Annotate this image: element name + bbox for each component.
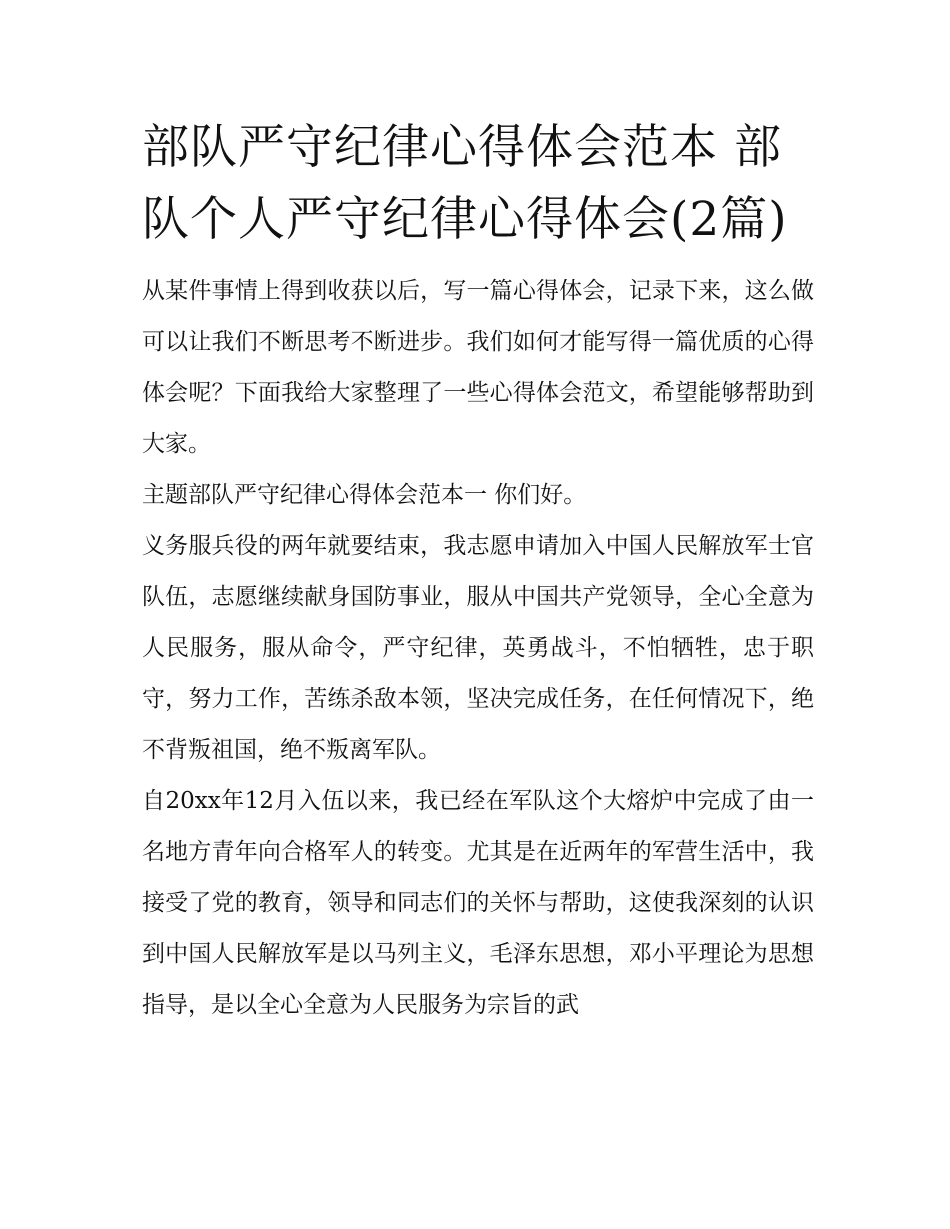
paragraph-pledge: 义务服兵役的两年就要结束，我志愿申请加入中国人民解放军士官队伍，志愿继续献身国防事业，服从中国共产党领导，全心全意为人民服务，服从命令，严守纪律，英勇战斗，不怕牺牲，忠于职守，努力工作，苦练杀敌本领，坚决完成任务，在任何情况下，绝不背叛祖国，绝不叛离军队。 (142, 533, 814, 763)
paragraph-service: 自20xx年12月入伍以来，我已经在军队这个大熔炉中完成了由一名地方青年向合格军人的转变。尤其是在近两年的军营生活中，我接受了党的教育，领导和同志们的关怀与帮助，这使我深刻的认识到中国人民解放军是以马列主义，毛泽东思想，邓小平理论为思想指导，是以全心全意为人民服务为宗旨的武 (142, 788, 814, 1018)
paragraph-subject: 主题部队严守纪律心得体会范本一 你们好。 (142, 482, 587, 508)
document-title: 部队严守纪律心得体会范本 部队个人严守纪律心得体会(2篇) (142, 120, 788, 247)
document-body (142, 112, 814, 1031)
paragraph-intro: 从某件事情上得到收获以后，写一篇心得体会，记录下来，这么做可以让我们不断思考不断进步。我们如何才能写得一篇优质的心得体会呢？下面我给大家整理了一些心得体会范文，希望能够帮助到大家。 (142, 278, 814, 457)
